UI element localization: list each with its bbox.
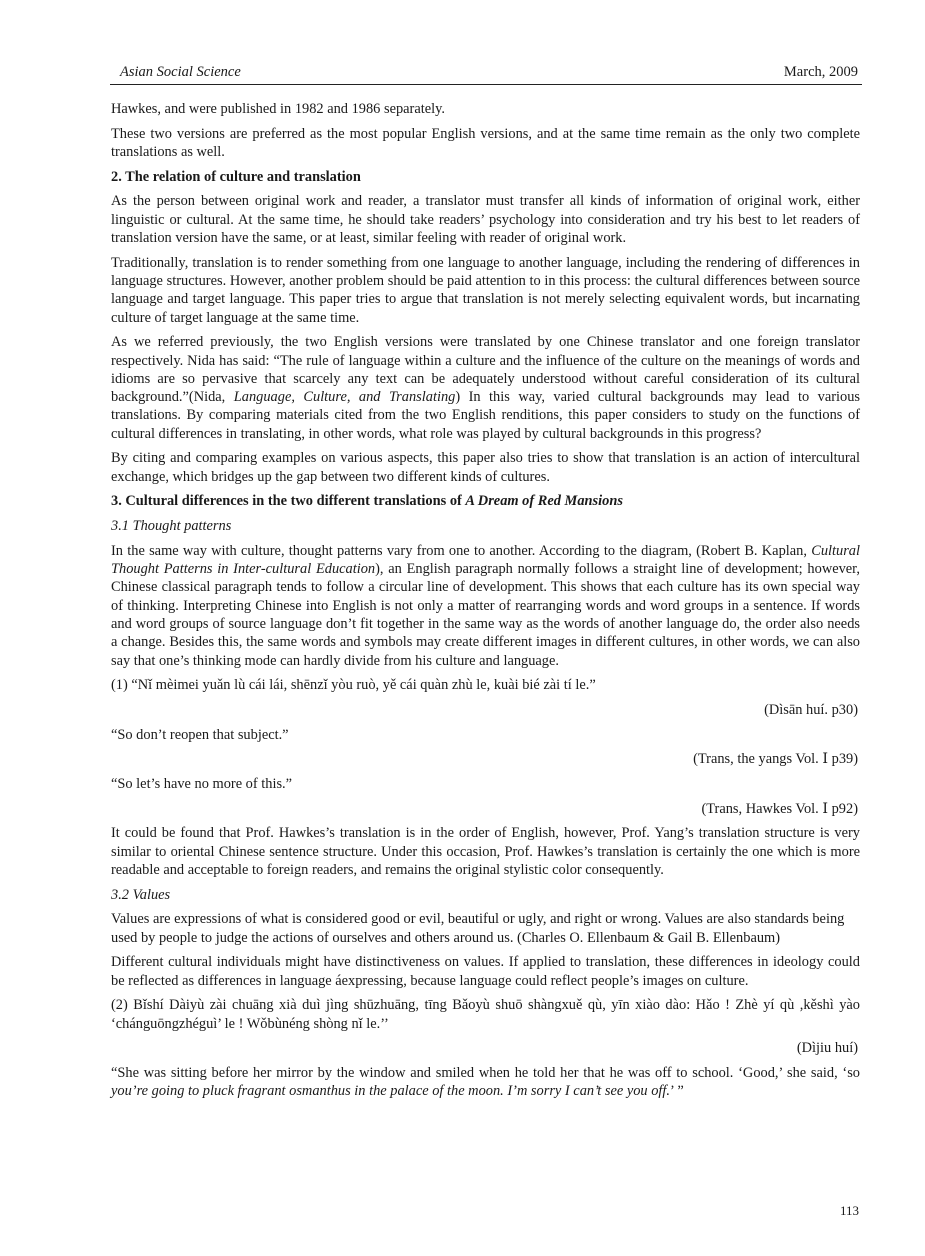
paragraph: Traditionally, translation is to render something from one language to another language, including the rendering of differences in language structures. However, another problem should be paid attention to in this process: the cultural differences between source language and target language. This paper tries to argue that translation is not merely selecting equivalent words, but incarnating culture of target language at the same time. xyxy=(111,254,860,326)
paragraph: Different cultural individuals might have distinctiveness on values. If applied to translation, these differences in ideology could be reflected as differences in language áexpressing, because language could reflect people’s images on culture. xyxy=(111,954,860,989)
paragraph: These two versions are preferred as the most popular English versions, and at the same time remain as the only two complete translations as well. xyxy=(111,125,860,160)
example-source: (2) Bǐshí Dàiyù zài chuāng xià duì jìng shūzhuāng, tīng Bǎoyù shuō shàngxuě qù, yīn xiào dào: Hǎo ! Zhè yí qù ,kěshì yào ‘chánguōngzhéguì’ le ! Wǒbùnéng shòng nǐ le.’’ xyxy=(111,997,860,1032)
subsection-heading: 3.2 Values xyxy=(111,886,171,903)
article-body xyxy=(111,100,860,1107)
text-run: In the same way with culture, thought patterns vary from one to another. According to the diagram, (Robert B. Kaplan, xyxy=(111,542,812,559)
text-run: ’ ” xyxy=(670,1083,684,1100)
running-header xyxy=(110,64,862,85)
text-run: “She was sitting before her mirror by the window and smiled when he told her that he was off to school. ‘Good,’ she said, ‘so xyxy=(111,1064,860,1081)
section-heading: 2. The relation of culture and translation xyxy=(111,168,361,185)
page-number: 113 xyxy=(839,1203,859,1218)
example-source: (1) “Nǐ mèimei yuǎn lù cái lái, shēnzǐ yòu ruò, yě cái quàn zhù le, kuài bié zài tí le.” xyxy=(111,677,596,694)
heading-text: 3. Cultural differences in the two different translations of xyxy=(111,493,466,510)
paragraph: Values are expressions of what is considered good or evil, beautiful or ugly, and right or wrong. Values are also standards being used by people to judge the actions of ourselves and others around us. (Charles O. Ellenbaum & Gail B. Ellenbaum) xyxy=(111,911,845,946)
paragraph: It could be found that Prof. Hawkes’s translation is in the order of English, however, Prof. Yang’s translation structure is very similar to oriental Chinese sentence structure. Under this occasion, Prof. Hawkes’s translation is certainly the one which is more readable and acceptable to foreign readers, and remains the original stylistic color consequently. xyxy=(111,825,860,878)
paragraph: As the person between original work and reader, a translator must transfer all kinds of information of original work, either linguistic or cultural. At the same time, he should take readers’ psychology into consideration and try his best to let readers of translation version have the same, or at least, similar feeling with reader of original work. xyxy=(111,193,860,246)
paragraph xyxy=(111,333,860,443)
book-title: A Dream of Red Mansions xyxy=(465,493,623,510)
paragraph: By citing and comparing examples on various aspects, this paper also tries to show that translation is an action of intercultural exchange, which bridges up the gap between two different kinds of cultures. xyxy=(111,450,860,485)
citation: (Trans, the yangs Vol. Ⅰ p39) xyxy=(693,751,858,768)
text-run: ), an English paragraph normally follows a straight line of development; however, Chinese classical paragraph tends to follow a circular line of development. This shows that each culture has its own special way of thinking. Interpreting Chinese into English is not only a matter of rearranging words and word groups in a sentence. If words and word groups of source language don’t fit together in the same way as the words of another language do, the order also needs a change. Besides this, the same words and symbols may create different images in different cultures, in other words, we can also say that one’s thinking mode can hardly divide from his culture and language. xyxy=(111,561,860,669)
example-translation: “So don’t reopen that subject.” xyxy=(111,726,289,743)
book-title: Cultural Thought Patterns in Inter-cultural Education xyxy=(111,542,860,578)
example-translation xyxy=(111,1064,860,1101)
text-run: As we referred previously, the two English versions were translated by one Chinese translator and one foreign translator respectively. Nida has said: “The rule of language within a culture and the influence of the culture on the meanings of words and idioms are so pervasive that scarcely any text can be adequately understood without careful consideration of its cultural background.”(Nida, xyxy=(111,334,860,406)
citation: (Dìsān huí. p30) xyxy=(764,701,858,718)
citation: (Dìjiu huí) xyxy=(796,1040,858,1057)
journal-title: Asian Social Science xyxy=(120,64,241,80)
book-title: Language, Culture, and Translating xyxy=(233,389,456,406)
subsection-heading: 3.1 Thought patterns xyxy=(111,518,232,535)
section-heading xyxy=(111,492,860,510)
text-run: ) In this way, varied cultural backgrounds may lead to various translations. By comparing materials cited from the two English renditions, this paper considers to study on the functions of cultural differences in translating, in other words, what role was played by cultural backgrounds in this progress? xyxy=(111,389,860,442)
paragraph: Hawkes, and were published in 1982 and 1986 separately. xyxy=(111,101,445,117)
paragraph xyxy=(111,542,860,670)
italic-quote: you’re going to pluck fragrant osmanthus in the palace of the moon. I’m sorry I can’t see you off. xyxy=(111,1083,671,1100)
citation: (Trans, Hawkes Vol. Ⅰ p92) xyxy=(701,800,858,817)
issue-date: March, 2009 xyxy=(783,64,858,80)
example-translation: “So let’s have no more of this.” xyxy=(111,775,293,792)
